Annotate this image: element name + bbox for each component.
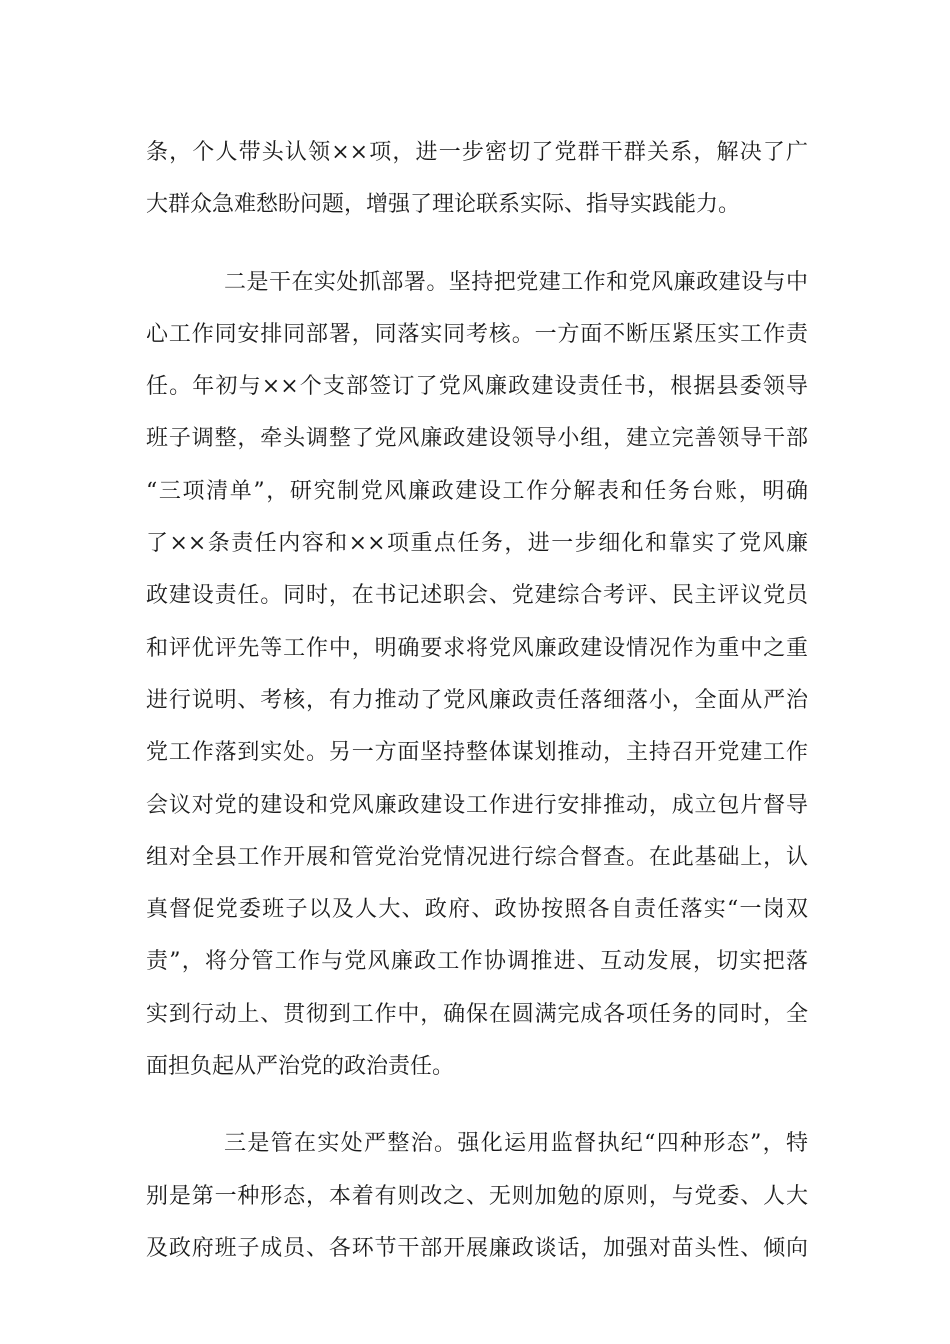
text-line: 任。年初与××个支部签订了党风廉政建设责任书，根据县委领导 [146, 374, 808, 400]
text-line: 实到行动上、贯彻到工作中，确保在圆满完成各项任务的同时，全 [146, 1001, 808, 1027]
text-line: 三是管在实处严整治。强化运用监督执纪“四种形态”，特 [224, 1131, 808, 1157]
text-line: 班子调整，牵头调整了党风廉政建设领导小组，建立完善领导干部 [146, 426, 808, 452]
text-line: 二是干在实处抓部署。坚持把党建工作和党风廉政建设与中 [224, 269, 808, 295]
text-line: 条，个人带头认领××项，进一步密切了党群干群关系，解决了广 [146, 140, 808, 165]
text-line: “三项清单”，研究制党风廉政建设工作分解表和任务台账，明确 [146, 478, 808, 504]
text-line: 大群众急难愁盼问题，增强了理论联系实际、指导实践能力。 [146, 192, 741, 218]
text-line: 面担负起从严治党的政治责任。 [146, 1054, 455, 1080]
paragraph-1 [146, 127, 808, 232]
text-line: 及政府班子成员、各环节干部开展廉政谈话，加强对苗头性、倾向 [146, 1235, 808, 1261]
text-line: 了××条责任内容和××项重点任务，进一步细化和靠实了党风廉 [146, 531, 808, 557]
paragraph-3 [146, 1118, 808, 1275]
text-line: 党工作落到实处。另一方面坚持整体谋划推动，主持召开党建工作 [146, 740, 808, 766]
text-line: 和评优评先等工作中，明确要求将党风廉政建设情况作为重中之重 [146, 635, 808, 661]
paragraph-2 [146, 257, 808, 1094]
text-line: 会议对党的建设和党风廉政建设工作进行安排推动，成立包片督导 [146, 792, 808, 818]
text-line: 组对全县工作开展和管党治党情况进行综合督查。在此基础上，认 [146, 844, 808, 870]
document-body [146, 127, 808, 1275]
text-line: 心工作同安排同部署，同落实同考核。一方面不断压紧压实工作责 [146, 321, 808, 347]
text-line: 真督促党委班子以及人大、政府、政协按照各自责任落实“一岗双 [146, 897, 808, 923]
text-line: 进行说明、考核，有力推动了党风廉政责任落细落小，全面从严治 [146, 687, 808, 713]
text-line: 政建设责任。同时，在书记述职会、党建综合考评、民主评议党员 [146, 583, 808, 609]
text-line: 责”，将分管工作与党风廉政工作协调推进、互动发展，切实把落 [146, 949, 808, 975]
text-line: 别是第一种形态，本着有则改之、无则加勉的原则，与党委、人大 [146, 1183, 808, 1209]
